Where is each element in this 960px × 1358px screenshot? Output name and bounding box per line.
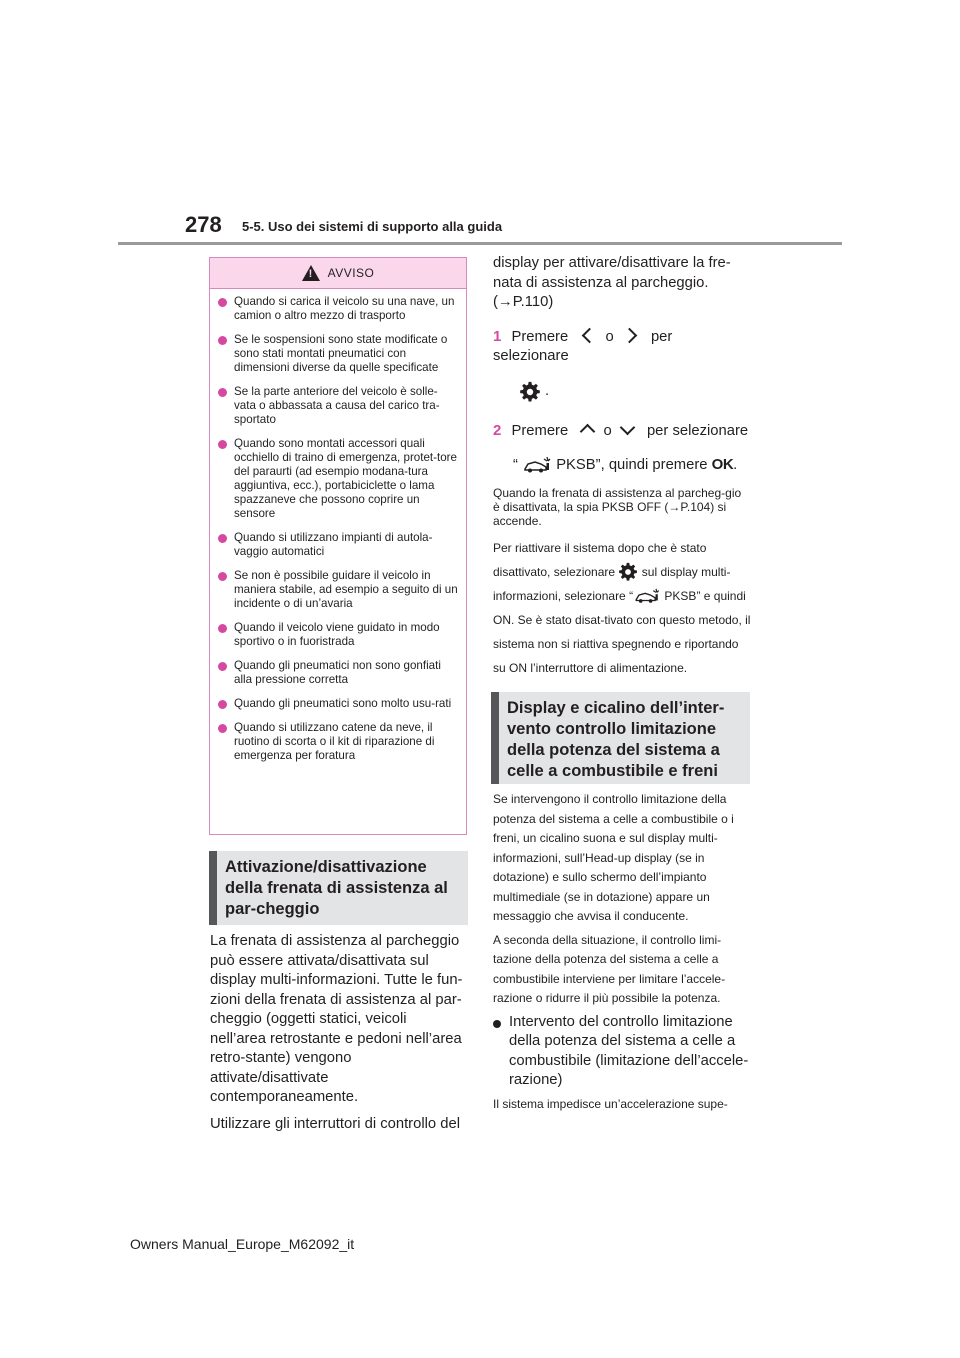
bullet-icon <box>218 700 227 709</box>
warning-title: AVVISO <box>327 266 375 280</box>
warning-item: Quando gli pneumatici sono molto usu-rati <box>218 697 458 711</box>
chevron-right-icon <box>622 327 638 343</box>
gear-icon <box>618 562 638 582</box>
left-body <box>210 932 465 1141</box>
paragraph: Se intervengono il controllo limitazione della potenza del sistema a celle a combustibile o i freni, un cicalino suona e sul display multi-informazioni, sull’Head-up display (se in dotazione) e sullo schermo dell’impianto multimediale (se in dotazione) appare un messaggio che avvisa il conducente. <box>493 792 734 923</box>
warning-item: Quando il veicolo viene guidato in modo sportivo o in fuoristrada <box>218 621 458 649</box>
paragraph: Utilizzare gli interruttori di controllo del <box>210 1115 461 1132</box>
paragraph: display per attivare/disattivare la fre-nata di assistenza al parcheggio. (→P.110) <box>493 255 731 310</box>
warning-box <box>209 257 467 835</box>
paragraph: La frenata di assistenza al parcheggio può essere attivata/disattivata sul display multi-informazioni. Tutte le fun-zioni della frenata di assistenza al par-cheggio (oggetti statici, veicoli nell’area retrostante e pedoni nell’area retro-stante) vengono attivate/disattivate contemporaneamente. <box>210 933 463 1105</box>
section-title: 5-5. Uso dei sistemi di supporto alla guida <box>242 219 503 234</box>
warning-item: Quando si utilizzano impianti di autola-vaggio automatici <box>218 531 458 559</box>
warning-item: Quando si utilizzano catene da neve, il ruotino di scorta o il kit di riparazione di emergenza per foratura <box>218 721 458 763</box>
page-number: 278 <box>185 212 222 237</box>
page-ref: (→P.110) <box>493 294 554 310</box>
bullet-icon <box>218 298 227 307</box>
bullet-item: Intervento del controllo limitazione della potenza del sistema a celle a combustibile (limitazione dell’accele-razione) <box>493 1013 749 1091</box>
chevron-down-icon <box>620 419 636 435</box>
note-paragraph: Quando la frenata di assistenza al parcheg-gio è disattivata, la spia PKSB OFF (→P.104) si accende. <box>493 485 742 528</box>
step-2: 2 Premere o per selezionare “ PKSB”, quindi premere OK. <box>493 421 751 476</box>
pksb-car-icon <box>522 455 552 475</box>
warning-item: Quando si carica il veicolo su una nave, un camion o altro mezzo di trasporto <box>218 295 458 323</box>
bullet-icon <box>218 662 227 671</box>
warning-triangle-icon <box>302 265 320 281</box>
chevron-up-icon <box>580 423 596 439</box>
bullet-icon <box>218 336 227 345</box>
warning-item: Se la parte anteriore del veicolo è solle-vata o abbassata a causa del carico tra-sportato <box>218 385 458 427</box>
note-paragraph: Per riattivare il sistema dopo che è stato disattivato, selezionare sul display multi-informazioni, selezionare “ PKSB” e quindi ON. Se è stato disat-tivato con questo metodo, il sistema non si riattiva spegnendo e riportando su ON l’interruttore di alimentazione. <box>493 540 751 675</box>
right-section-body <box>493 790 749 1114</box>
gear-icon <box>519 381 541 403</box>
bullet-icon <box>218 572 227 581</box>
bullet-icon <box>493 1020 501 1028</box>
bullet-icon <box>218 388 227 397</box>
warning-list <box>210 289 466 763</box>
header-rule <box>118 242 842 245</box>
step-1: 1 Premere o per selezionare . <box>493 327 751 403</box>
warning-item: Se le sospensioni sono state modificate o sono stati montati pneumatici con dimensioni diverse da quelle specificate <box>218 333 458 375</box>
warning-item: Quando sono montati accessori quali occhiello di traino di emergenza, protet-tore del paraurti (ad esempio modana-tura aggiuntiva, ecc.), portabiciclette o lama spazzaneve che possono coprire un sensore <box>218 437 458 521</box>
warning-item: Quando gli pneumatici non sono gonfiati alla pressione corretta <box>218 659 458 687</box>
bullet-icon <box>218 624 227 633</box>
footer-doc-id: Owners Manual_Europe_M62092_it <box>130 1236 355 1252</box>
chevron-left-icon <box>582 327 598 343</box>
ok-button-icon: OK <box>711 456 734 473</box>
warning-header <box>210 258 466 289</box>
bullet-icon <box>218 440 227 449</box>
step-number: 1 <box>493 327 502 345</box>
warning-item: Se non è possibile guidare il veicolo in maniera stabile, ad esempio a seguito di un incidente o di un’avaria <box>218 569 458 611</box>
section-heading-activation: Attivazione/disattivazione della frenata di assistenza al par-cheggio <box>209 851 468 925</box>
step-number: 2 <box>493 421 502 439</box>
paragraph: Il sistema impedisce un’accelerazione supe- <box>493 1096 728 1111</box>
right-column <box>493 254 751 680</box>
pksb-car-icon <box>633 587 661 605</box>
paragraph: A seconda della situazione, il controllo limi-tazione della potenza del sistema a celle a combustibile interviene per limitare l’accele-razione o ridurre il più possibile la potenza. <box>493 932 726 1005</box>
bullet-icon <box>218 534 227 543</box>
bullet-icon <box>218 724 227 733</box>
section-heading-display-buzzer: Display e cicalino dell’inter-vento controllo limitazione della potenza del sistema a celle a combustibile e freni <box>491 692 750 784</box>
